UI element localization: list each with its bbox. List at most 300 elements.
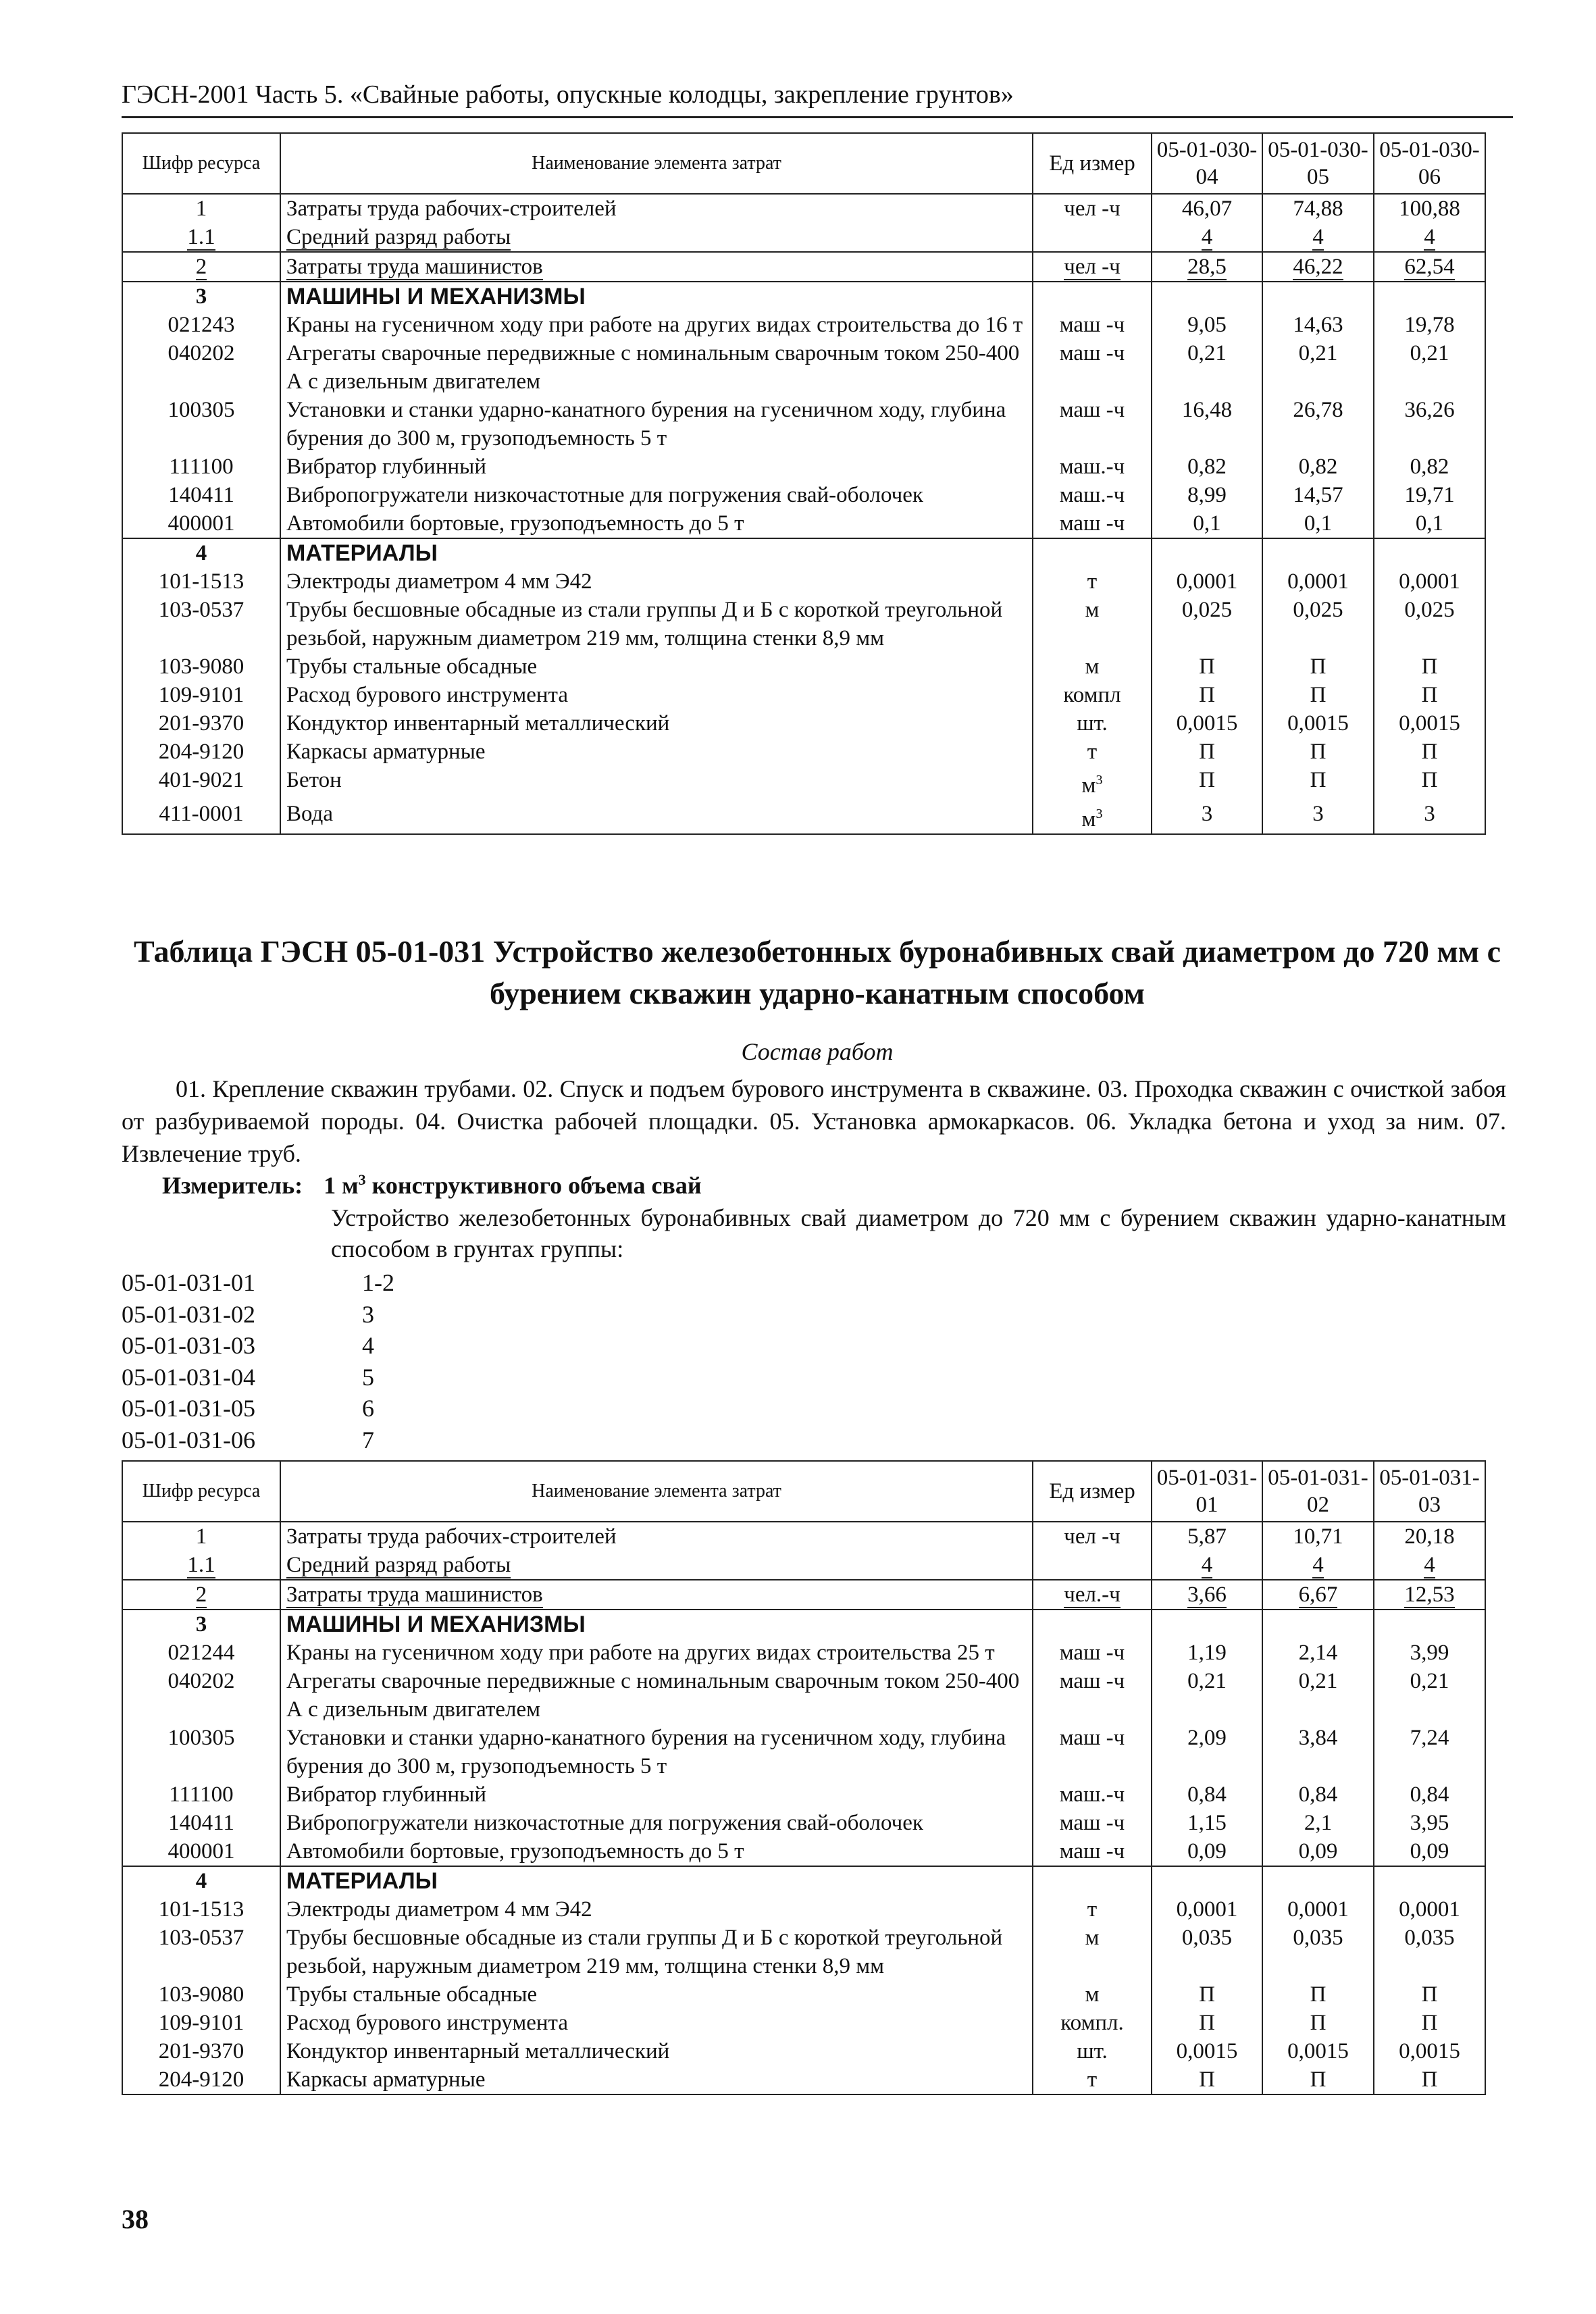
cell-value-2 bbox=[1262, 1866, 1374, 1895]
cell-unit bbox=[1033, 396, 1152, 453]
col-header-unit: Ед измер bbox=[1033, 133, 1152, 194]
cell-value-3-text: П bbox=[1421, 2011, 1438, 2035]
cell-value-2-text: 4 bbox=[1312, 225, 1324, 249]
cell-value-1-text: П bbox=[1199, 740, 1215, 764]
cell-value-3-text: 19,78 bbox=[1404, 313, 1455, 337]
cell-value-2 bbox=[1262, 738, 1374, 766]
cell-code bbox=[122, 800, 280, 834]
cell-code-text: 109-9101 bbox=[158, 2011, 244, 2035]
cell-code-text: 100305 bbox=[168, 398, 235, 422]
cell-value-2-text: 0,21 bbox=[1298, 1669, 1338, 1693]
cell-unit-text: компл bbox=[1063, 683, 1121, 707]
measure-sup: 3 bbox=[358, 1171, 366, 1188]
cell-unit bbox=[1033, 481, 1152, 509]
cell-code-text: 204-9120 bbox=[158, 2067, 244, 2092]
cell-value-3-text: П bbox=[1421, 740, 1438, 764]
unit-superscript: 3 bbox=[1096, 773, 1103, 788]
cell-value-1 bbox=[1152, 1639, 1262, 1667]
cell-value-2 bbox=[1262, 596, 1374, 652]
cell-value-2-text: 6,67 bbox=[1298, 1583, 1338, 1607]
cell-value-1 bbox=[1152, 1724, 1262, 1780]
col-header-name: Наименование элемента затрат bbox=[280, 1461, 1033, 1522]
cell-value-1-text: 0,1 bbox=[1193, 511, 1221, 536]
table-row bbox=[122, 481, 1485, 509]
cell-value-3 bbox=[1374, 652, 1485, 681]
cell-name-text: Трубы стальные обсадные bbox=[286, 654, 538, 679]
cell-value-1-text: 0,035 bbox=[1181, 1926, 1233, 1950]
cell-value-2 bbox=[1262, 538, 1374, 567]
cell-name-text: МАТЕРИАЛЫ bbox=[286, 540, 438, 566]
col-header-name: Наименование элемента затрат bbox=[280, 133, 1033, 194]
cell-value-1 bbox=[1152, 738, 1262, 766]
col-header-v2: 05-01-030-05 bbox=[1262, 133, 1374, 194]
table-row bbox=[122, 2037, 1485, 2065]
table-row bbox=[122, 567, 1485, 596]
cell-name-text: Кондуктор инвентарный металлический bbox=[286, 2039, 670, 2063]
cell-value-3-text: 0,025 bbox=[1404, 598, 1455, 622]
cell-value-2 bbox=[1262, 1610, 1374, 1639]
cell-value-1 bbox=[1152, 596, 1262, 652]
cell-unit-text: м bbox=[1085, 1982, 1100, 2007]
cell-value-2 bbox=[1262, 567, 1374, 596]
cell-value-3-text: 0,0001 bbox=[1399, 1897, 1460, 1922]
cell-value-1-text: 0,84 bbox=[1187, 1782, 1227, 1807]
cell-code bbox=[122, 311, 280, 339]
cell-name-text: Трубы бесшовные обсадные из стали группы Д и Б с короткой треугольной резьбой, наружным диаметром 219 мм, толщина стенки 8,9 мм bbox=[286, 1926, 1003, 1978]
cell-code-text: 140411 bbox=[168, 483, 234, 507]
table-row bbox=[122, 1809, 1485, 1837]
cell-name bbox=[280, 1924, 1033, 1980]
col-header-v3: 05-01-030-06 bbox=[1374, 133, 1485, 194]
measure-value: 1 м bbox=[324, 1172, 359, 1199]
cell-name-text: Средний разряд работы bbox=[286, 225, 511, 249]
cell-unit bbox=[1033, 1551, 1152, 1580]
cell-name-text: Автомобили бортовые, грузоподъемность до 5 т bbox=[286, 1839, 744, 1863]
cell-unit-text: маш -ч bbox=[1059, 398, 1125, 422]
cell-value-2 bbox=[1262, 1639, 1374, 1667]
cell-name-text: Краны на гусеничном ходу при работе на других видах строительства до 16 т bbox=[286, 313, 1023, 337]
cell-code-text: 411-0001 bbox=[159, 802, 244, 826]
cell-value-3-text: 62,54 bbox=[1404, 255, 1455, 279]
cell-value-2 bbox=[1262, 1522, 1374, 1551]
cell-unit bbox=[1033, 1809, 1152, 1837]
cell-code bbox=[122, 1866, 280, 1895]
cell-value-1-text: 0,025 bbox=[1181, 598, 1233, 622]
cell-value-3 bbox=[1374, 1837, 1485, 1866]
cell-unit bbox=[1033, 596, 1152, 652]
variant-group: 3 bbox=[362, 1300, 374, 1328]
cell-value-2-text: 3 bbox=[1312, 802, 1324, 826]
cell-name-text: Каркасы арматурные bbox=[286, 2067, 486, 2092]
cell-value-3 bbox=[1374, 1551, 1485, 1580]
cell-value-2-text: 0,21 bbox=[1298, 341, 1338, 365]
cell-value-1 bbox=[1152, 567, 1262, 596]
cell-value-1-text: 0,09 bbox=[1187, 1839, 1227, 1863]
cell-value-2 bbox=[1262, 1895, 1374, 1924]
cell-name bbox=[280, 481, 1033, 509]
cell-value-1 bbox=[1152, 1866, 1262, 1895]
cell-name bbox=[280, 538, 1033, 567]
cell-name bbox=[280, 1837, 1033, 1866]
cell-value-1 bbox=[1152, 538, 1262, 567]
table-row bbox=[122, 1551, 1485, 1580]
cell-name bbox=[280, 1809, 1033, 1837]
variant-group: 1-2 bbox=[362, 1269, 394, 1296]
cell-value-2-text: П bbox=[1310, 683, 1327, 707]
cell-unit-text: маш -ч bbox=[1059, 1839, 1125, 1863]
cell-value-3 bbox=[1374, 194, 1485, 223]
table-row bbox=[122, 1895, 1485, 1924]
cell-unit bbox=[1033, 1667, 1152, 1724]
cell-code bbox=[122, 223, 280, 252]
table-row bbox=[122, 1667, 1485, 1724]
cell-value-3-text: 12,53 bbox=[1404, 1583, 1455, 1607]
variant-item bbox=[122, 1299, 394, 1331]
cell-value-3-text: 7,24 bbox=[1410, 1726, 1449, 1750]
cell-value-2-text: 0,0001 bbox=[1287, 569, 1349, 594]
cell-code-text: 103-0537 bbox=[158, 1926, 244, 1950]
unit-superscript: 3 bbox=[1096, 806, 1103, 821]
cell-code bbox=[122, 2009, 280, 2037]
cell-value-1 bbox=[1152, 1924, 1262, 1980]
cell-value-3-text: П bbox=[1421, 654, 1438, 679]
variant-group: 5 bbox=[362, 1363, 374, 1391]
cell-unit bbox=[1033, 766, 1152, 800]
variant-item bbox=[122, 1362, 394, 1393]
cell-value-2 bbox=[1262, 282, 1374, 311]
cell-value-2 bbox=[1262, 1551, 1374, 1580]
cell-unit-text: м bbox=[1085, 654, 1100, 679]
cell-value-3-text: 0,82 bbox=[1410, 455, 1449, 479]
cell-name-text: Расход бурового инструмента bbox=[286, 2011, 568, 2035]
cell-value-1 bbox=[1152, 2037, 1262, 2065]
cell-value-3-text: 100,88 bbox=[1399, 197, 1460, 221]
cell-code bbox=[122, 1895, 280, 1924]
table-row bbox=[122, 2009, 1485, 2037]
cell-value-3 bbox=[1374, 509, 1485, 538]
variant-code: 05-01-031-06 bbox=[122, 1426, 255, 1454]
cell-code-text: 401-9021 bbox=[158, 768, 244, 792]
table-row bbox=[122, 738, 1485, 766]
cell-value-1 bbox=[1152, 1980, 1262, 2009]
cell-name-text: Агрегаты сварочные передвижные с номинальным сварочным током 250-400 А с дизельным двигателем bbox=[286, 341, 1020, 394]
works-heading: Состав работ bbox=[741, 1038, 894, 1065]
cell-code-text: 201-9370 bbox=[158, 2039, 244, 2063]
cell-value-2-text: 0,82 bbox=[1298, 455, 1338, 479]
cell-unit-text: т bbox=[1087, 740, 1098, 764]
cell-value-3 bbox=[1374, 2037, 1485, 2065]
cell-name-text: Электроды диаметром 4 мм Э42 bbox=[286, 1897, 592, 1922]
cell-name bbox=[280, 282, 1033, 311]
cell-name-text: Вибратор глубинный bbox=[286, 455, 486, 479]
table-row bbox=[122, 311, 1485, 339]
cell-value-1 bbox=[1152, 1895, 1262, 1924]
cell-value-2-text: 0,1 bbox=[1304, 511, 1333, 536]
cell-code bbox=[122, 509, 280, 538]
cell-value-3 bbox=[1374, 1980, 1485, 2009]
table-row bbox=[122, 453, 1485, 481]
cell-unit bbox=[1033, 2009, 1152, 2037]
cell-unit bbox=[1033, 1610, 1152, 1639]
cell-value-3 bbox=[1374, 1809, 1485, 1837]
cell-code-text: 101-1513 bbox=[158, 569, 244, 594]
cell-name bbox=[280, 596, 1033, 652]
cell-code bbox=[122, 1809, 280, 1837]
cell-value-3 bbox=[1374, 681, 1485, 709]
cell-code-text: 1 bbox=[195, 197, 207, 221]
cell-name-text: Вибропогружатели низкочастотные для погружения свай-оболочек bbox=[286, 1811, 923, 1835]
cell-name-text: Затраты труда рабочих-строителей bbox=[286, 197, 617, 221]
cell-value-3 bbox=[1374, 2065, 1485, 2094]
cell-name-text: Вода bbox=[286, 802, 333, 826]
cell-unit bbox=[1033, 1924, 1152, 1980]
variant-code: 05-01-031-03 bbox=[122, 1332, 255, 1359]
cell-code-text: 4 bbox=[195, 541, 207, 565]
variant-code: 05-01-031-04 bbox=[122, 1363, 255, 1391]
cell-code bbox=[122, 194, 280, 223]
cell-value-1-text: П bbox=[1199, 654, 1215, 679]
cell-value-3 bbox=[1374, 396, 1485, 453]
cell-value-2-text: 46,22 bbox=[1293, 255, 1343, 279]
cell-value-1-text: 0,0015 bbox=[1176, 2039, 1238, 2063]
cell-name-text: Установки и станки ударно-канатного бурения на гусеничном ходу, глубина бурения до 300 м, грузоподъемность 5 т bbox=[286, 398, 1006, 451]
cell-name bbox=[280, 1522, 1033, 1551]
cell-code-text: 040202 bbox=[168, 341, 235, 365]
table-row bbox=[122, 282, 1485, 311]
cell-code bbox=[122, 1667, 280, 1724]
col-header-v1: 05-01-030-04 bbox=[1152, 133, 1262, 194]
cell-code-text: 021244 bbox=[168, 1641, 235, 1665]
cell-unit-text: т bbox=[1087, 569, 1098, 594]
cell-unit-text: м bbox=[1085, 598, 1100, 622]
cell-value-2-text: 10,71 bbox=[1293, 1524, 1343, 1549]
cell-value-1 bbox=[1152, 1780, 1262, 1809]
cell-name-text: МАШИНЫ И МЕХАНИЗМЫ bbox=[286, 284, 586, 309]
cell-value-3 bbox=[1374, 252, 1485, 282]
cell-value-1 bbox=[1152, 396, 1262, 453]
cell-value-1 bbox=[1152, 766, 1262, 800]
cell-value-3 bbox=[1374, 1580, 1485, 1610]
cell-value-3 bbox=[1374, 2009, 1485, 2037]
cell-code bbox=[122, 681, 280, 709]
cell-value-1-text: 0,0001 bbox=[1176, 569, 1238, 594]
cell-unit-text: маш.-ч bbox=[1059, 1782, 1125, 1807]
cell-value-3 bbox=[1374, 223, 1485, 252]
cell-value-2 bbox=[1262, 652, 1374, 681]
cell-value-2-text: 14,57 bbox=[1293, 483, 1343, 507]
cell-name bbox=[280, 1866, 1033, 1895]
cell-unit bbox=[1033, 738, 1152, 766]
table-row bbox=[122, 709, 1485, 738]
cell-unit-text: м bbox=[1081, 807, 1096, 831]
cell-unit-text: маш -ч bbox=[1059, 1669, 1125, 1693]
table-body bbox=[122, 194, 1485, 834]
cell-value-2 bbox=[1262, 766, 1374, 800]
cell-value-2 bbox=[1262, 1809, 1374, 1837]
cell-value-3-text: 4 bbox=[1424, 225, 1435, 249]
cell-value-1 bbox=[1152, 339, 1262, 396]
resource-table-031 bbox=[122, 1460, 1486, 2095]
measure-rest: конструктивного объема свай bbox=[371, 1172, 702, 1199]
cell-value-1-text: 4 bbox=[1201, 225, 1213, 249]
cell-name-text: Автомобили бортовые, грузоподъемность до 5 т bbox=[286, 511, 744, 536]
cell-unit bbox=[1033, 709, 1152, 738]
cell-value-3 bbox=[1374, 282, 1485, 311]
cell-unit-text: маш -ч bbox=[1059, 1811, 1125, 1835]
col-header-v1: 05-01-031-01 bbox=[1152, 1461, 1262, 1522]
cell-value-2 bbox=[1262, 194, 1374, 223]
cell-unit-text: чел -ч bbox=[1064, 1524, 1121, 1549]
cell-code bbox=[122, 453, 280, 481]
cell-name-text: Вибропогружатели низкочастотные для погружения свай-оболочек bbox=[286, 483, 923, 507]
cell-value-1 bbox=[1152, 1610, 1262, 1639]
cell-name-text: Агрегаты сварочные передвижные с номинальным сварочным током 250-400 А с дизельным двигателем bbox=[286, 1669, 1020, 1722]
cell-value-2 bbox=[1262, 481, 1374, 509]
cell-value-1-text: 16,48 bbox=[1181, 398, 1233, 422]
cell-value-3-text: 0,0001 bbox=[1399, 569, 1460, 594]
cell-value-3-text: 36,26 bbox=[1404, 398, 1455, 422]
cell-code-text: 140411 bbox=[168, 1811, 234, 1835]
cell-unit bbox=[1033, 509, 1152, 538]
cell-unit-text: маш -ч bbox=[1059, 313, 1125, 337]
cell-name-text: Бетон bbox=[286, 768, 342, 792]
table-row bbox=[122, 596, 1485, 652]
cell-code bbox=[122, 738, 280, 766]
cell-code bbox=[122, 596, 280, 652]
cell-name-text: Вибратор глубинный bbox=[286, 1782, 486, 1807]
cell-unit-text: т bbox=[1087, 1897, 1098, 1922]
cell-unit bbox=[1033, 1837, 1152, 1866]
cell-name bbox=[280, 709, 1033, 738]
table-header-row bbox=[122, 1461, 1485, 1522]
cell-value-3 bbox=[1374, 766, 1485, 800]
cell-name bbox=[280, 567, 1033, 596]
cell-value-3 bbox=[1374, 1780, 1485, 1809]
cell-unit bbox=[1033, 194, 1152, 223]
cell-name-text: Затраты труда машинистов bbox=[286, 1583, 543, 1607]
cell-value-2 bbox=[1262, 709, 1374, 738]
cell-name bbox=[280, 1580, 1033, 1610]
cell-name bbox=[280, 2065, 1033, 2094]
cell-value-3-text: П bbox=[1421, 1982, 1438, 2007]
cell-code-text: 3 bbox=[195, 1612, 207, 1637]
cell-unit bbox=[1033, 1780, 1152, 1809]
cell-code-text: 204-9120 bbox=[158, 740, 244, 764]
cell-name bbox=[280, 1724, 1033, 1780]
cell-value-3-text: 0,21 bbox=[1410, 1669, 1449, 1693]
cell-value-3-text: 3,95 bbox=[1410, 1811, 1449, 1835]
cell-value-2-text: 3,84 bbox=[1298, 1726, 1338, 1750]
variant-item bbox=[122, 1267, 394, 1299]
cell-value-1 bbox=[1152, 2065, 1262, 2094]
cell-code-text: 040202 bbox=[168, 1669, 235, 1693]
cell-value-2-text: П bbox=[1310, 654, 1327, 679]
table-row bbox=[122, 1780, 1485, 1809]
table-row bbox=[122, 1580, 1485, 1610]
cell-unit-text: шт. bbox=[1077, 2039, 1108, 2063]
table-row bbox=[122, 1610, 1485, 1639]
cell-unit bbox=[1033, 1522, 1152, 1551]
cell-name-text: Каркасы арматурные bbox=[286, 740, 486, 764]
cell-value-2 bbox=[1262, 2009, 1374, 2037]
cell-value-3 bbox=[1374, 481, 1485, 509]
cell-value-1-text: 8,99 bbox=[1187, 483, 1227, 507]
cell-value-3 bbox=[1374, 453, 1485, 481]
cell-value-3 bbox=[1374, 538, 1485, 567]
cell-unit bbox=[1033, 252, 1152, 282]
cell-name bbox=[280, 1780, 1033, 1809]
cell-value-1 bbox=[1152, 1580, 1262, 1610]
cell-name bbox=[280, 738, 1033, 766]
cell-value-1 bbox=[1152, 194, 1262, 223]
cell-code bbox=[122, 538, 280, 567]
cell-code bbox=[122, 1610, 280, 1639]
cell-code-text: 2 bbox=[195, 255, 207, 279]
cell-code-text: 1.1 bbox=[187, 1553, 215, 1577]
cell-code-text: 3 bbox=[195, 284, 207, 309]
cell-value-1-text: 1,15 bbox=[1187, 1811, 1227, 1835]
cell-value-3-text: П bbox=[1421, 2067, 1438, 2092]
cell-value-1-text: 0,21 bbox=[1187, 341, 1227, 365]
cell-value-2-text: 0,0001 bbox=[1287, 1897, 1349, 1922]
cell-code bbox=[122, 1924, 280, 1980]
col-header-unit: Ед измер bbox=[1033, 1461, 1152, 1522]
cell-value-1 bbox=[1152, 1837, 1262, 1866]
cell-name bbox=[280, 1551, 1033, 1580]
table-row bbox=[122, 194, 1485, 223]
cell-value-1 bbox=[1152, 800, 1262, 834]
variant-code: 05-01-031-02 bbox=[122, 1300, 255, 1328]
cell-unit bbox=[1033, 2065, 1152, 2094]
cell-unit bbox=[1033, 282, 1152, 311]
running-header: ГЭСН-2001 Часть 5. «Свайные работы, опускные колодцы, закрепление грунтов» bbox=[122, 80, 1014, 109]
cell-value-1-text: 3 bbox=[1201, 802, 1213, 826]
cell-value-3 bbox=[1374, 1667, 1485, 1724]
cell-code bbox=[122, 1551, 280, 1580]
cell-code-text: 109-9101 bbox=[158, 683, 244, 707]
cell-value-2-text: 4 bbox=[1312, 1553, 1324, 1577]
variant-item bbox=[122, 1393, 394, 1424]
cell-value-2 bbox=[1262, 223, 1374, 252]
table-body bbox=[122, 1522, 1485, 2094]
cell-value-3-text: 0,84 bbox=[1410, 1782, 1449, 1807]
cell-value-2-text: 74,88 bbox=[1293, 197, 1343, 221]
cell-name bbox=[280, 396, 1033, 453]
cell-value-1 bbox=[1152, 1809, 1262, 1837]
cell-name bbox=[280, 652, 1033, 681]
table-row bbox=[122, 1837, 1485, 1866]
variant-item bbox=[122, 1424, 394, 1456]
cell-value-1 bbox=[1152, 1551, 1262, 1580]
cell-name bbox=[280, 339, 1033, 396]
cell-value-3 bbox=[1374, 1610, 1485, 1639]
cell-name bbox=[280, 223, 1033, 252]
cell-name bbox=[280, 1895, 1033, 1924]
cell-value-1 bbox=[1152, 652, 1262, 681]
cell-name bbox=[280, 509, 1033, 538]
cell-name-text: Трубы бесшовные обсадные из стали группы Д и Б с короткой треугольной резьбой, наружным диаметром 219 мм, толщина стенки 8,9 мм bbox=[286, 598, 1003, 650]
cell-unit-text: м bbox=[1081, 773, 1096, 798]
cell-value-2 bbox=[1262, 1924, 1374, 1980]
cell-value-3 bbox=[1374, 1924, 1485, 1980]
cell-name-text: Кондуктор инвентарный металлический bbox=[286, 711, 670, 736]
cell-value-2-text: П bbox=[1310, 740, 1327, 764]
header-rule bbox=[122, 116, 1513, 118]
cell-value-2-text: П bbox=[1310, 768, 1327, 792]
cell-value-3 bbox=[1374, 339, 1485, 396]
cell-code-text: 400001 bbox=[168, 511, 235, 536]
table-row bbox=[122, 538, 1485, 567]
